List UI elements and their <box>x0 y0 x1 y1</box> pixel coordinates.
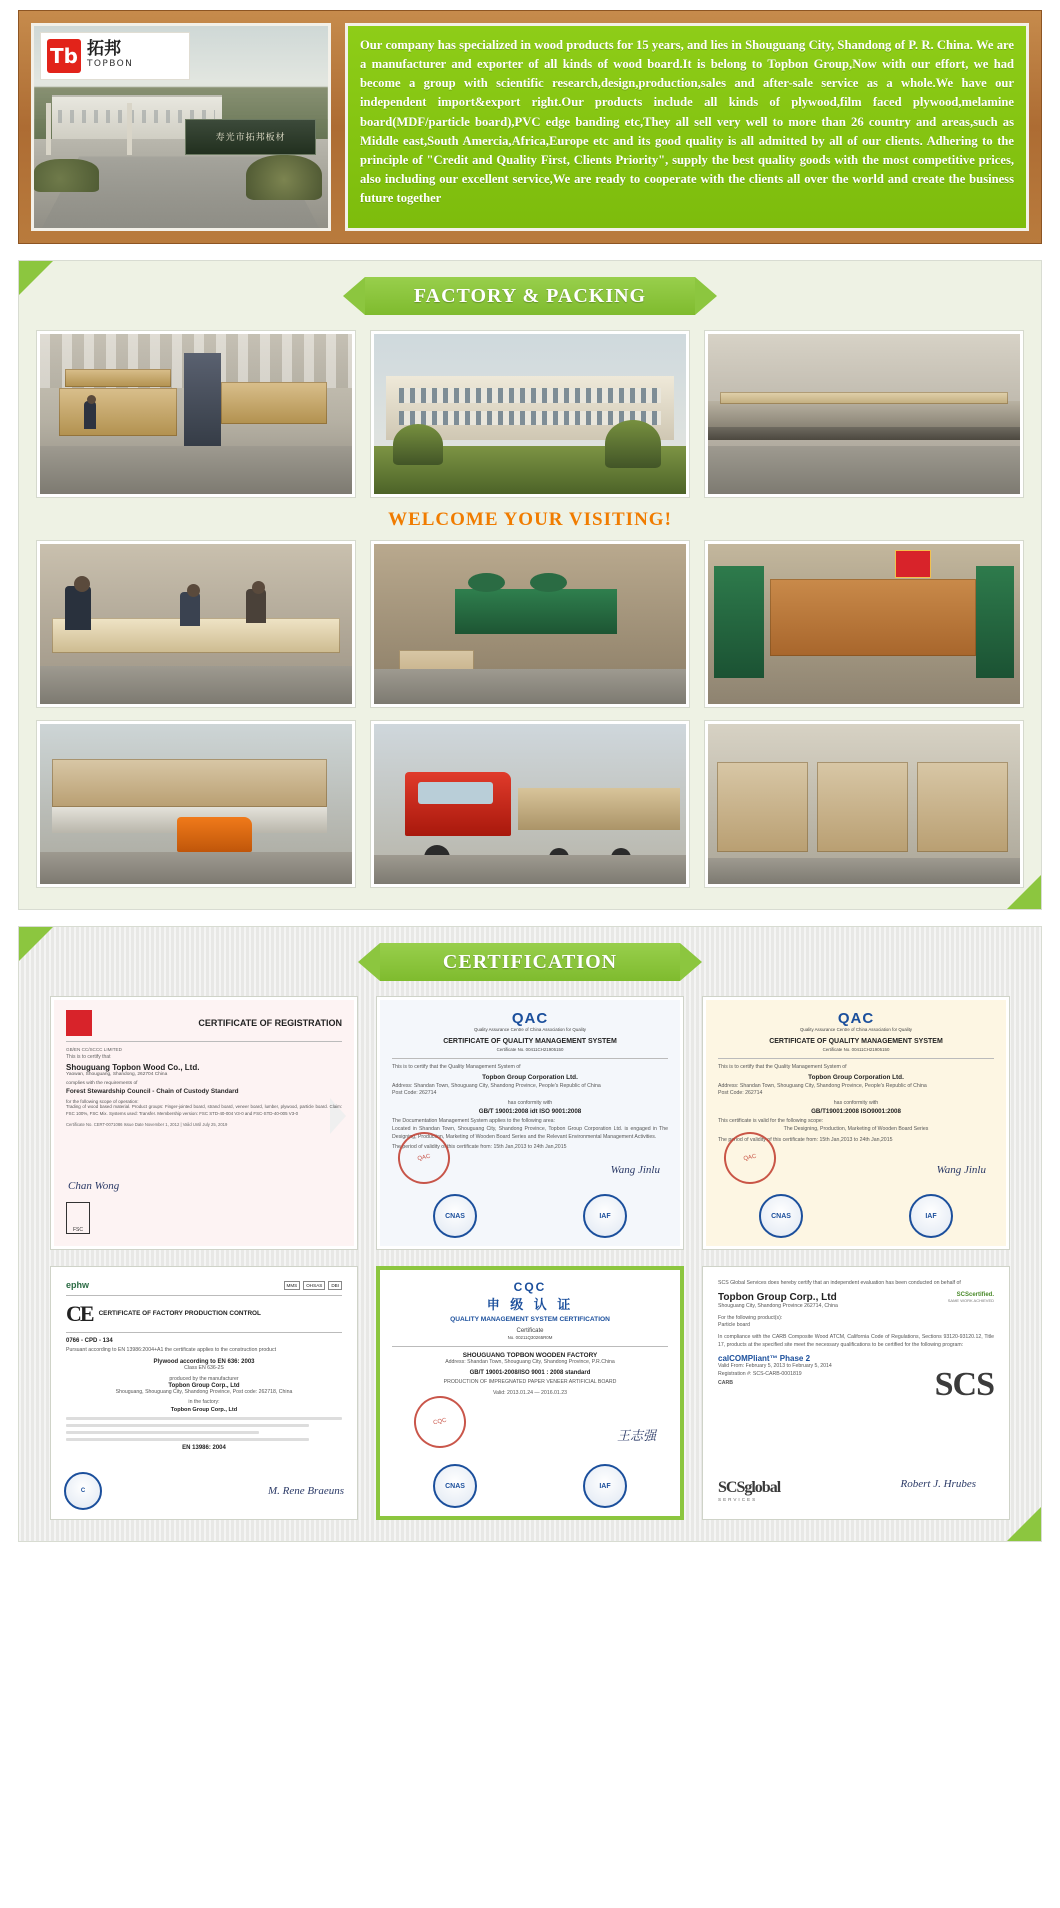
cert-address: Yaowan, Shouguang, Shandong, 262704 China <box>66 1072 168 1077</box>
cert-filler-lines <box>66 1417 342 1441</box>
cert-issuer: Quality Assurance Centre of China Association for Quality <box>473 1027 587 1032</box>
cert-number: No. 00211Q30265R0M <box>507 1335 553 1341</box>
cert-holder: Topbon Group Corp., Ltd <box>168 1383 240 1390</box>
cert-signature: Robert J. Hrubes <box>900 1478 976 1490</box>
cert-scope-label: The Documentation Management System applies to the following area: <box>392 1117 555 1124</box>
qac-logo-icon: QAC <box>511 1010 549 1027</box>
cert-footer-standard: EN 13986: 2004 <box>182 1444 226 1451</box>
cert-holder-label: This is to certify that the Quality Management System of <box>392 1063 521 1070</box>
cert-address: Shouguang City, Shandong Province 262714, China <box>718 1302 838 1309</box>
factory-photo-row-2 <box>37 541 1023 707</box>
cert-conform: has conformity with <box>507 1100 553 1107</box>
cqc-logo-icon: CQC <box>513 1280 547 1294</box>
cert-post: Post Code: 262714 <box>392 1090 437 1097</box>
scs-watermark-icon: SCS <box>934 1366 994 1403</box>
cert-red-stamp-icon: CQC <box>409 1391 471 1453</box>
cert-compliance-label: In compliance with the CARB Composite Wood ATCM, California Code of Regulations, Sections 93120-93120.12, Title 17, products at the specified site meet the necessary qualifications to be certified for the following program: <box>718 1334 994 1348</box>
fsc-footer-mark: FSC <box>66 1202 90 1234</box>
iaf-badge-icon: IAF <box>583 1194 627 1238</box>
ephw-logo-icon: ephw <box>66 1280 90 1290</box>
mark-mms-icon: MMS <box>284 1281 301 1290</box>
company-profile-band <box>18 10 1042 244</box>
cert-signature: Wang Jinlu <box>610 1164 660 1176</box>
factory-photo-row-3 <box>37 721 1023 887</box>
cert-standard: GB/T 19001-2008/ISO 9001 : 2008 standard <box>469 1370 591 1377</box>
cert-scope: The Designing, Production, Marketing of Wooden Board Series <box>783 1125 929 1132</box>
cert-iso9001-qms <box>377 997 683 1249</box>
cert-cqc-quality-management <box>377 1267 683 1519</box>
cert-title: QUALITY MANAGEMENT SYSTEM CERTIFICATION <box>450 1316 610 1323</box>
welcome-text: WELCOME YOUR VISITING! <box>388 509 672 530</box>
cert-sub: This is to certify that <box>66 1054 111 1060</box>
cert-scs-carb-phase2 <box>703 1267 1009 1519</box>
cert-iso14001-ems <box>703 997 1009 1249</box>
cert-holder: Topbon Group Corp., Ltd <box>718 1291 837 1303</box>
cert-signature: M. Rene Braeuns <box>267 1485 344 1497</box>
cert-standard-label: Pursuant according to EN 13986:2004+A1 the certificate applies to the construction product <box>66 1347 277 1353</box>
factory-photo-row-1 <box>37 331 1023 497</box>
company-profile-text: Our company has specialized in wood products for 15 years, and lies in Shouguang City, Shandong of P. R. China. We are a manufacturer and exporter of all kinds of wood board.It is belong to Topbon Group,Now with our effort, we had become a group with scientific research,design,production,sales and after-sale service as a whole.We have our independent import&export right.Our products include all kinds of plywood,film faced plywood,melamine board(MDF/particle board),PVC edge banding etc,They all sell very well to more than 26 country and areas,such as Middle east,South Amercia,Africa,Europe etc and its good quality is all admitted by all of our clients. Adhering to the principle of "Credit and Quality First, Clients Priority", supply the best quality goods with the most competitive prices, also including our excellent service,We are ready to cooperate with the clients all over the world and create the business future together <box>345 23 1029 231</box>
cert-meta: Certificate No. CERT-0071086 Issue Date November 1, 2012 | Valid Until July 25, 2019 <box>66 1122 228 1128</box>
photo-warehouse-packing <box>705 721 1023 887</box>
cert-issuer: Quality Assurance Centre of China Association for Quality <box>799 1027 913 1032</box>
qac-logo-icon: QAC <box>837 1010 875 1027</box>
cert-scope: PRODUCTION OF IMPREGNATED PAPER VENEER ARTIFICIAL BOARD <box>443 1379 617 1386</box>
photo-workers-sanding <box>37 541 355 707</box>
cert-address: Address: Shandan Town, Shouguang City, Shandong Province, P.R.China <box>445 1359 615 1366</box>
cert-title: CERTIFICATE OF REGISTRATION <box>198 1017 342 1028</box>
cert-factory-label: in the factory: <box>188 1399 220 1406</box>
cnas-badge-icon: CNAS <box>433 1194 477 1238</box>
cert-corner-top-left <box>19 927 53 961</box>
mark-ohsas-icon: OHSAS <box>303 1281 325 1290</box>
cert-standard: GB/T 19001:2008 idt ISO 9001:2008 <box>478 1107 582 1115</box>
photo-press-line <box>37 331 355 497</box>
cnas-badge-icon: C <box>64 1472 102 1510</box>
cert-title: CERTIFICATE OF QUALITY MANAGEMENT SYSTEM <box>769 1038 943 1046</box>
cert-product: Plywood according to EN 636: 2003 <box>153 1358 255 1365</box>
cert-signature: 王志强 <box>616 1428 656 1443</box>
cert-number: Certificate No. 00411CH21905150 <box>496 1046 564 1052</box>
cert-signature: Wang Jinlu <box>936 1164 986 1176</box>
photo-gate-pillars <box>46 103 132 156</box>
factory-packing-section <box>18 260 1042 910</box>
cert-banner-tip-right <box>680 943 702 981</box>
cert-product: Particle board <box>718 1322 751 1329</box>
cert-title: CERTIFICATE OF QUALITY MANAGEMENT SYSTEM <box>443 1038 617 1046</box>
certificate-grid <box>37 997 1023 1519</box>
photo-drying-machine <box>371 541 689 707</box>
fsc-logo-icon <box>66 1010 92 1036</box>
cert-scope: Located in Shandan Town, Shouguang City, Shandong Province, Topbon Group Corporation Ltd. is engaged in The Designing, Production, Marketing of Wooden Board Series and the Relevant Environmental Management Activities. <box>392 1125 668 1140</box>
cert-accreditation-badges <box>706 1194 1006 1238</box>
cert-corner-bottom-right <box>1007 1507 1041 1541</box>
ce-mark-icon: CE <box>66 1301 93 1326</box>
scs-logo-sub: SERVICES <box>718 1497 758 1502</box>
factory-banner-title: FACTORY & PACKING <box>365 277 695 315</box>
cert-address: Address: Shandan Town, Shouguang City, Shandong Province, People's Republic of China <box>392 1082 601 1089</box>
cert-fsc-registration <box>51 997 357 1249</box>
cert-signature: Chan Wong <box>68 1180 120 1192</box>
cert-address: Shouguang, Shouguang City, Shandong Province, Post code: 262718, China <box>115 1389 293 1396</box>
company-logo <box>40 32 190 80</box>
cert-banner-tip-left <box>358 943 380 981</box>
cert-issuer: GB/EN CC/SCCC LIMITED <box>66 1047 122 1052</box>
page-root <box>0 10 1060 1542</box>
cert-valid: The period of validity of this certificate from: 15th Jan,2013 to 24th Jan,2015 <box>718 1136 893 1143</box>
cert-address: Address: Shandan Town, Shouguang City, Shandong Province, People's Republic of China <box>718 1082 927 1089</box>
cert-label: CARB <box>718 1380 733 1387</box>
cert-scope-label: This certificate is valid for the following scope: <box>718 1117 824 1124</box>
cert-holder: SHOUGUANG TOPBON WOODEN FACTORY <box>462 1352 598 1360</box>
photo-red-truck <box>371 721 689 887</box>
cert-standard: GB/T19001:2008 ISO9001:2008 <box>811 1107 901 1115</box>
cert-registration: Registration #: SCS-CARB-0001819 <box>718 1370 802 1377</box>
cert-product-sub: Class EN 636-2S <box>184 1364 224 1371</box>
photo-factory-building <box>371 331 689 497</box>
cert-holder: Topbon Group Corporation Ltd. <box>808 1073 904 1081</box>
cert-producer-label: produced by the manufacturer <box>169 1375 239 1382</box>
corner-decoration-top-left <box>19 261 53 295</box>
cert-detail: Trading of wood based material. Product groups: Finger-jointed board, strand board, veneer board, lumber, plywood, particle board. Claim: FSC 100%, FSC Mix. Systems used: Transfer. Membership version: FSC STD-40-004 V3-0 and FSC-STD-40-005 V3-0 <box>66 1104 342 1116</box>
cert-valid: Valid: 2013.01.24 — 2016.01.23 <box>492 1390 568 1397</box>
cnas-badge-icon: CNAS <box>433 1464 477 1508</box>
cert-number: 0766 - CPD - 134 <box>66 1338 113 1344</box>
cert-scope-label: complies with the requirements of <box>66 1081 138 1086</box>
cert-number: Certificate No. 00411CH21905150 <box>822 1046 890 1052</box>
cert-holder: Shouguang Topbon Wood Co., Ltd. <box>66 1063 200 1072</box>
iaf-badge-icon: IAF <box>583 1464 627 1508</box>
cert-header: SCS Global Services does hereby certify that an independent evaluation has been conducted on behalf of <box>718 1280 961 1286</box>
cert-sub: Certificate <box>516 1327 544 1334</box>
cert-program: calCOMPliant™ Phase 2 <box>718 1353 811 1363</box>
iaf-badge-icon: IAF <box>909 1194 953 1238</box>
company-gate-photo <box>31 23 331 231</box>
certification-banner-title: CERTIFICATION <box>380 943 680 981</box>
cert-valid: The period of validity of this certificate from: 15th Jan,2013 to 24th Jan,2015 <box>392 1144 567 1151</box>
photo-bush-right <box>246 155 322 199</box>
banner-tip-right <box>695 277 717 315</box>
cert-red-stamp-icon: QAC <box>393 1127 455 1189</box>
scs-certified-mark-icon: SCScertified. <box>956 1291 994 1298</box>
logo-chinese-name: 拓邦 <box>87 39 121 60</box>
cert-valid: Valid From: February 5, 2013 to February 5, 2014 <box>718 1362 832 1369</box>
certification-section <box>18 926 1042 1542</box>
logo-english-name: TOPBON <box>87 59 134 70</box>
cert-holder: Topbon Group Corporation Ltd. <box>482 1073 578 1081</box>
photo-company-sign: 寿光市拓邦板材 <box>185 119 316 155</box>
cert-conform: has conformity with <box>833 1100 879 1107</box>
cert-holder-label: This is to certify that the Quality Management System of <box>718 1063 847 1070</box>
cert-title: CERTIFICATE OF FACTORY PRODUCTION CONTROL <box>98 1310 261 1318</box>
cert-ce-factory-production-control <box>51 1267 357 1519</box>
cert-factory: Topbon Group Corp., Ltd <box>170 1406 238 1413</box>
banner-tip-left <box>343 277 365 315</box>
cert-red-stamp-icon: QAC <box>719 1127 781 1189</box>
cert-detail-label: for the following scope of operation: <box>66 1099 139 1104</box>
cert-chinese-title: 申 级 认 证 <box>486 1298 574 1313</box>
cert-standard: Forest Stewardship Council - Chain of Custody Standard <box>66 1088 239 1095</box>
cert-for-label: For the following product(s): <box>718 1314 783 1321</box>
photo-production-hall <box>705 331 1023 497</box>
certification-banner <box>380 943 680 981</box>
scs-logo-icon: SCSglobal <box>718 1479 781 1496</box>
mark-dbi-icon: DBI <box>328 1281 342 1290</box>
cert-accreditation-badges <box>380 1464 680 1508</box>
cert-accreditation-badges <box>380 1194 680 1238</box>
photo-bush-left <box>34 159 99 191</box>
scs-certified-sub: SAME WORK ACHIEVED <box>947 1297 994 1303</box>
logo-mark-icon: Tb <box>47 39 81 73</box>
factory-banner <box>365 277 695 315</box>
photo-forklift-loading <box>37 721 355 887</box>
photo-hot-press <box>705 541 1023 707</box>
cert-post: Post Code: 262714 <box>718 1090 763 1097</box>
cnas-badge-icon: CNAS <box>759 1194 803 1238</box>
